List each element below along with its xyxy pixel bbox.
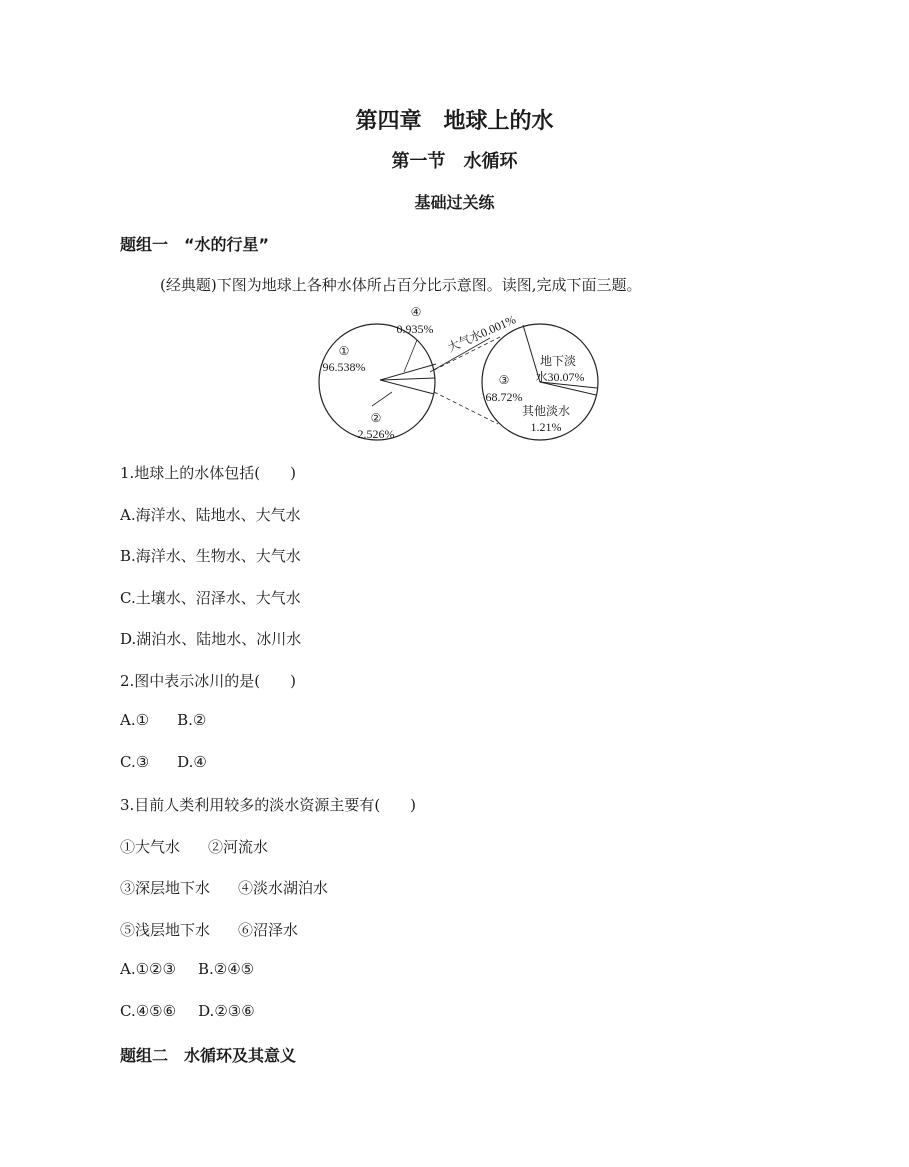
question-2-option-c[interactable]: C.③ (120, 753, 150, 771)
question-3-items-56 (120, 919, 298, 940)
question-3-item-3: ③深层地下水 (120, 879, 211, 897)
question-3-options-cd (120, 1002, 255, 1020)
chapter-title: 第四章 地球上的水 (355, 109, 554, 134)
question-3-item-1: ①大气水 (120, 838, 181, 856)
question-3-item-5: ⑤浅层地下水 (120, 921, 211, 939)
question-2-stem: 2.图中表示冰川的是( ) (120, 672, 297, 690)
leader-line (404, 340, 417, 372)
question-3-items-12 (120, 836, 268, 857)
label-4-mark: ④ (410, 305, 422, 319)
sub-title: 基础过关练 (414, 193, 495, 212)
label-groundwater-value: 水30.07% (535, 370, 585, 384)
water-distribution-figure (300, 300, 620, 450)
sector-line (380, 378, 435, 380)
section-title: 第一节 水循环 (391, 151, 518, 172)
label-1-mark: ① (338, 344, 350, 358)
question-1-option-a[interactable]: A.海洋水、陆地水、大气水 (120, 506, 301, 524)
question-1-stem: 1.地球上的水体包括( ) (120, 464, 297, 482)
question-3-item-2: ②河流水 (208, 838, 269, 856)
group-heading-1: 题组一 “水的行星” (120, 235, 270, 254)
question-2-options-cd (120, 753, 207, 771)
question-3-stem: 3.目前人类利用较多的淡水资源主要有( ) (120, 796, 417, 814)
question-3-option-b[interactable]: B.②④⑤ (197, 960, 255, 978)
label-1-value: 96.538% (322, 360, 366, 374)
question-3-item-6: ⑥沼泽水 (238, 921, 299, 939)
sector-line (380, 380, 434, 394)
question-2-option-a[interactable]: A.① (120, 711, 150, 729)
question-3-item-4: ④淡水湖泊水 (238, 879, 329, 897)
label-2-mark: ② (370, 411, 382, 425)
question-1-option-c[interactable]: C.土壤水、沼泽水、大气水 (120, 589, 301, 607)
label-3-value: 68.72% (485, 390, 523, 404)
question-3-option-a[interactable]: A.①②③ (120, 960, 176, 978)
question-3-option-c[interactable]: C.④⑤⑥ (120, 1002, 177, 1020)
question-3-option-d[interactable]: D.②③⑥ (198, 1002, 255, 1020)
question-1-option-b[interactable]: B.海洋水、生物水、大气水 (120, 547, 301, 565)
sector-line (380, 364, 436, 380)
question-2-option-b[interactable]: B.② (177, 711, 207, 729)
label-atmosphere: 大气水0.001% (445, 312, 518, 355)
label-4-value: 0.935% (396, 322, 434, 336)
question-2-option-d[interactable]: D.④ (177, 753, 207, 771)
label-other-freshwater-value: 1.21% (530, 420, 562, 434)
question-1-option-d[interactable]: D.湖泊水、陆地水、冰川水 (120, 630, 302, 648)
label-groundwater: 地下淡 (539, 354, 577, 368)
label-other-freshwater: 其他淡水 (521, 404, 571, 418)
intro-text: (经典题)下图为地球上各种水体所占百分比示意图。读图,完成下面三题。 (160, 276, 642, 294)
question-3-options-ab (120, 960, 254, 978)
leader-line (372, 392, 392, 406)
question-3-items-34 (120, 877, 328, 898)
group-heading-2: 题组二 水循环及其意义 (120, 1046, 297, 1065)
label-2-value: 2.526% (357, 427, 395, 441)
question-2-options-ab (120, 711, 206, 729)
label-3-mark: ③ (498, 373, 510, 387)
